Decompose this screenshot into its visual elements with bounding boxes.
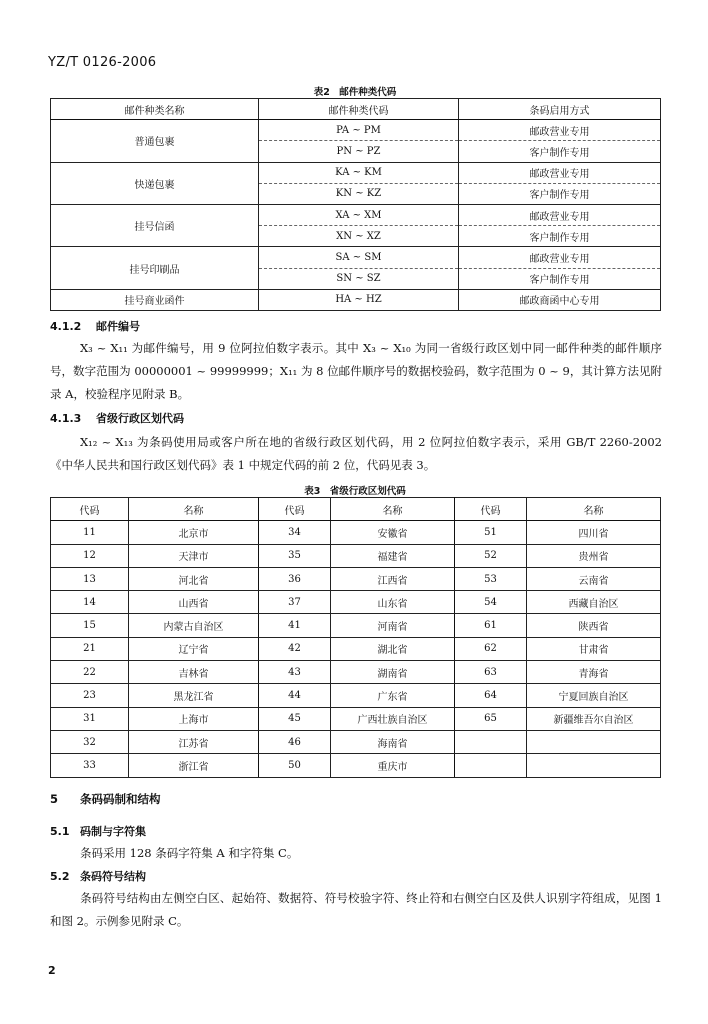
province-name: 黑龙江省 — [129, 684, 259, 707]
province-code: 51 — [455, 521, 527, 544]
province-code: 13 — [51, 567, 129, 590]
section-5-1-heading — [50, 823, 146, 839]
column-header: 代码 — [259, 498, 331, 521]
province-code — [455, 754, 527, 777]
province-code: 43 — [259, 661, 331, 684]
province-code: 46 — [259, 730, 331, 753]
table-row — [51, 754, 661, 777]
mail-type-code: XA ~ XM — [259, 204, 459, 225]
table-row — [51, 162, 661, 183]
province-name: 陕西省 — [527, 614, 661, 637]
mail-type-code: PA ~ PM — [259, 120, 459, 141]
table-row — [51, 684, 661, 707]
province-name: 河南省 — [331, 614, 455, 637]
province-name: 山东省 — [331, 591, 455, 614]
table-header-row — [51, 99, 661, 120]
usage-mode: 邮政营业专用 — [459, 247, 661, 268]
table-row — [51, 614, 661, 637]
table-row — [51, 637, 661, 660]
mail-type-code: SA ~ SM — [259, 247, 459, 268]
province-name: 北京市 — [129, 521, 259, 544]
province-name: 西藏自治区 — [527, 591, 661, 614]
province-code: 21 — [51, 637, 129, 660]
column-header: 名称 — [331, 498, 455, 521]
column-header: 代码 — [455, 498, 527, 521]
province-name — [527, 754, 661, 777]
paragraph-text: X₁₂ ~ X₁₃ 为条码使用局或客户所在地的省级行政区划代码，用 2 位阿拉伯数字表示，采用 GB/T 2260-2002《中华人民共和国行政区划代码》表 1 中规定代码的前 2 位，代码见表 3。 — [50, 435, 662, 472]
mail-type-code: XN ~ XZ — [259, 226, 459, 247]
province-name: 内蒙古自治区 — [129, 614, 259, 637]
province-code: 44 — [259, 684, 331, 707]
section-4-1-2-paragraph — [50, 337, 662, 406]
section-title: 条码符号结构 — [80, 870, 146, 883]
province-code: 54 — [455, 591, 527, 614]
paragraph-text: X₃ ~ X₁₁ 为邮件编号，用 9 位阿拉伯数字表示。其中 X₃ ~ X₁₀ 为同一省级行政区划中同一邮件种类的邮件顺序号，数字范围为 00000001 ~ 99999999；X₁₁ 为 8 位邮件顺序号的数据校验码，数字范围为 0 ~ 9，其计算方法见附录 A，校验程序见附录 B。 — [50, 341, 662, 401]
province-name: 浙江省 — [129, 754, 259, 777]
mail-type-name: 挂号信函 — [51, 204, 259, 246]
table-header-row — [51, 498, 661, 521]
province-code: 45 — [259, 707, 331, 730]
table3-caption: 表3 省级行政区划代码 — [304, 486, 406, 497]
province-name: 云南省 — [527, 567, 661, 590]
table-row — [51, 544, 661, 567]
province-name: 天津市 — [129, 544, 259, 567]
province-name: 广东省 — [331, 684, 455, 707]
usage-mode: 客户制作专用 — [459, 141, 661, 162]
province-code: 32 — [51, 730, 129, 753]
mail-type-name: 挂号印刷品 — [51, 247, 259, 289]
province-code: 62 — [455, 637, 527, 660]
document-code: YZ/T 0126-2006 — [48, 55, 157, 70]
province-name: 山西省 — [129, 591, 259, 614]
province-code: 14 — [51, 591, 129, 614]
mail-type-code-table — [50, 98, 661, 311]
column-header: 邮件种类名称 — [51, 99, 259, 120]
table-row — [51, 289, 661, 310]
province-name: 湖南省 — [331, 661, 455, 684]
table-row — [51, 567, 661, 590]
province-name — [527, 730, 661, 753]
province-code: 11 — [51, 521, 129, 544]
section-4-1-2-heading — [50, 318, 140, 334]
province-code: 34 — [259, 521, 331, 544]
province-name: 青海省 — [527, 661, 661, 684]
mail-type-name: 快递包裹 — [51, 162, 259, 204]
province-name: 贵州省 — [527, 544, 661, 567]
province-name: 安徽省 — [331, 521, 455, 544]
province-name: 海南省 — [331, 730, 455, 753]
mail-type-code: KA ~ KM — [259, 162, 459, 183]
province-code: 52 — [455, 544, 527, 567]
province-code: 22 — [51, 661, 129, 684]
section-5-2-heading — [50, 868, 146, 884]
province-code: 35 — [259, 544, 331, 567]
province-name: 宁夏回族自治区 — [527, 684, 661, 707]
mail-type-name: 普通包裹 — [51, 120, 259, 162]
section-4-1-3-paragraph — [50, 431, 662, 477]
section-5-2-paragraph — [50, 887, 662, 933]
mail-type-code: HA ~ HZ — [259, 289, 459, 310]
table-row — [51, 204, 661, 225]
province-name: 上海市 — [129, 707, 259, 730]
usage-mode: 邮政商函中心专用 — [459, 289, 661, 310]
province-code: 53 — [455, 567, 527, 590]
table-row — [51, 661, 661, 684]
column-header: 代码 — [51, 498, 129, 521]
province-code — [455, 730, 527, 753]
mail-type-code: KN ~ KZ — [259, 183, 459, 204]
column-header: 邮件种类代码 — [259, 99, 459, 120]
table-row — [51, 247, 661, 268]
province-code: 61 — [455, 614, 527, 637]
section-4-1-3-heading — [50, 410, 184, 426]
province-code-table — [50, 497, 661, 778]
province-name: 河北省 — [129, 567, 259, 590]
column-header: 条码启用方式 — [459, 99, 661, 120]
usage-mode: 邮政营业专用 — [459, 162, 661, 183]
paragraph-text: 条码采用 128 条码字符集 A 和字符集 C。 — [80, 846, 299, 860]
section-number: 4.1.2 — [50, 320, 82, 333]
province-code: 50 — [259, 754, 331, 777]
province-name: 湖北省 — [331, 637, 455, 660]
section-title: 省级行政区划代码 — [96, 412, 184, 425]
province-name: 江苏省 — [129, 730, 259, 753]
province-name: 辽宁省 — [129, 637, 259, 660]
province-name: 四川省 — [527, 521, 661, 544]
province-code: 64 — [455, 684, 527, 707]
table-row — [51, 521, 661, 544]
table-row — [51, 120, 661, 141]
column-header: 名称 — [527, 498, 661, 521]
usage-mode: 客户制作专用 — [459, 226, 661, 247]
paragraph-text: 条码符号结构由左侧空白区、起始符、数据符、符号校验字符、终止符和右侧空白区及供人识别字符组成，见图 1 和图 2。示例参见附录 C。 — [50, 891, 662, 928]
table-row — [51, 730, 661, 753]
section-title: 码制与字符集 — [80, 825, 146, 838]
page-number: 2 — [48, 964, 56, 977]
mail-type-code: SN ~ SZ — [259, 268, 459, 289]
table-row — [51, 707, 661, 730]
province-code: 41 — [259, 614, 331, 637]
province-code: 15 — [51, 614, 129, 637]
usage-mode: 邮政营业专用 — [459, 204, 661, 225]
usage-mode: 邮政营业专用 — [459, 120, 661, 141]
section-number: 4.1.3 — [50, 412, 82, 425]
section-number: 5.2 — [50, 870, 70, 883]
province-code: 33 — [51, 754, 129, 777]
province-name: 广西壮族自治区 — [331, 707, 455, 730]
table-row — [51, 591, 661, 614]
province-code: 12 — [51, 544, 129, 567]
province-code: 31 — [51, 707, 129, 730]
section-title: 邮件编号 — [96, 320, 140, 333]
usage-mode: 客户制作专用 — [459, 183, 661, 204]
column-header: 名称 — [129, 498, 259, 521]
province-name: 甘肃省 — [527, 637, 661, 660]
province-code: 36 — [259, 567, 331, 590]
province-name: 重庆市 — [331, 754, 455, 777]
province-name: 江西省 — [331, 567, 455, 590]
section-title: 条码码制和结构 — [80, 792, 161, 806]
section-5-heading — [50, 791, 161, 807]
province-name: 吉林省 — [129, 661, 259, 684]
mail-type-name: 挂号商业函件 — [51, 289, 259, 310]
province-code: 63 — [455, 661, 527, 684]
province-name: 新疆维吾尔自治区 — [527, 707, 661, 730]
province-code: 65 — [455, 707, 527, 730]
section-number: 5.1 — [50, 825, 70, 838]
mail-type-code: PN ~ PZ — [259, 141, 459, 162]
section-5-1-paragraph — [50, 842, 662, 865]
province-name: 福建省 — [331, 544, 455, 567]
section-number: 5 — [50, 792, 59, 806]
province-code: 23 — [51, 684, 129, 707]
usage-mode: 客户制作专用 — [459, 268, 661, 289]
table2-caption: 表2 邮件种类代码 — [313, 87, 397, 98]
province-code: 37 — [259, 591, 331, 614]
province-code: 42 — [259, 637, 331, 660]
